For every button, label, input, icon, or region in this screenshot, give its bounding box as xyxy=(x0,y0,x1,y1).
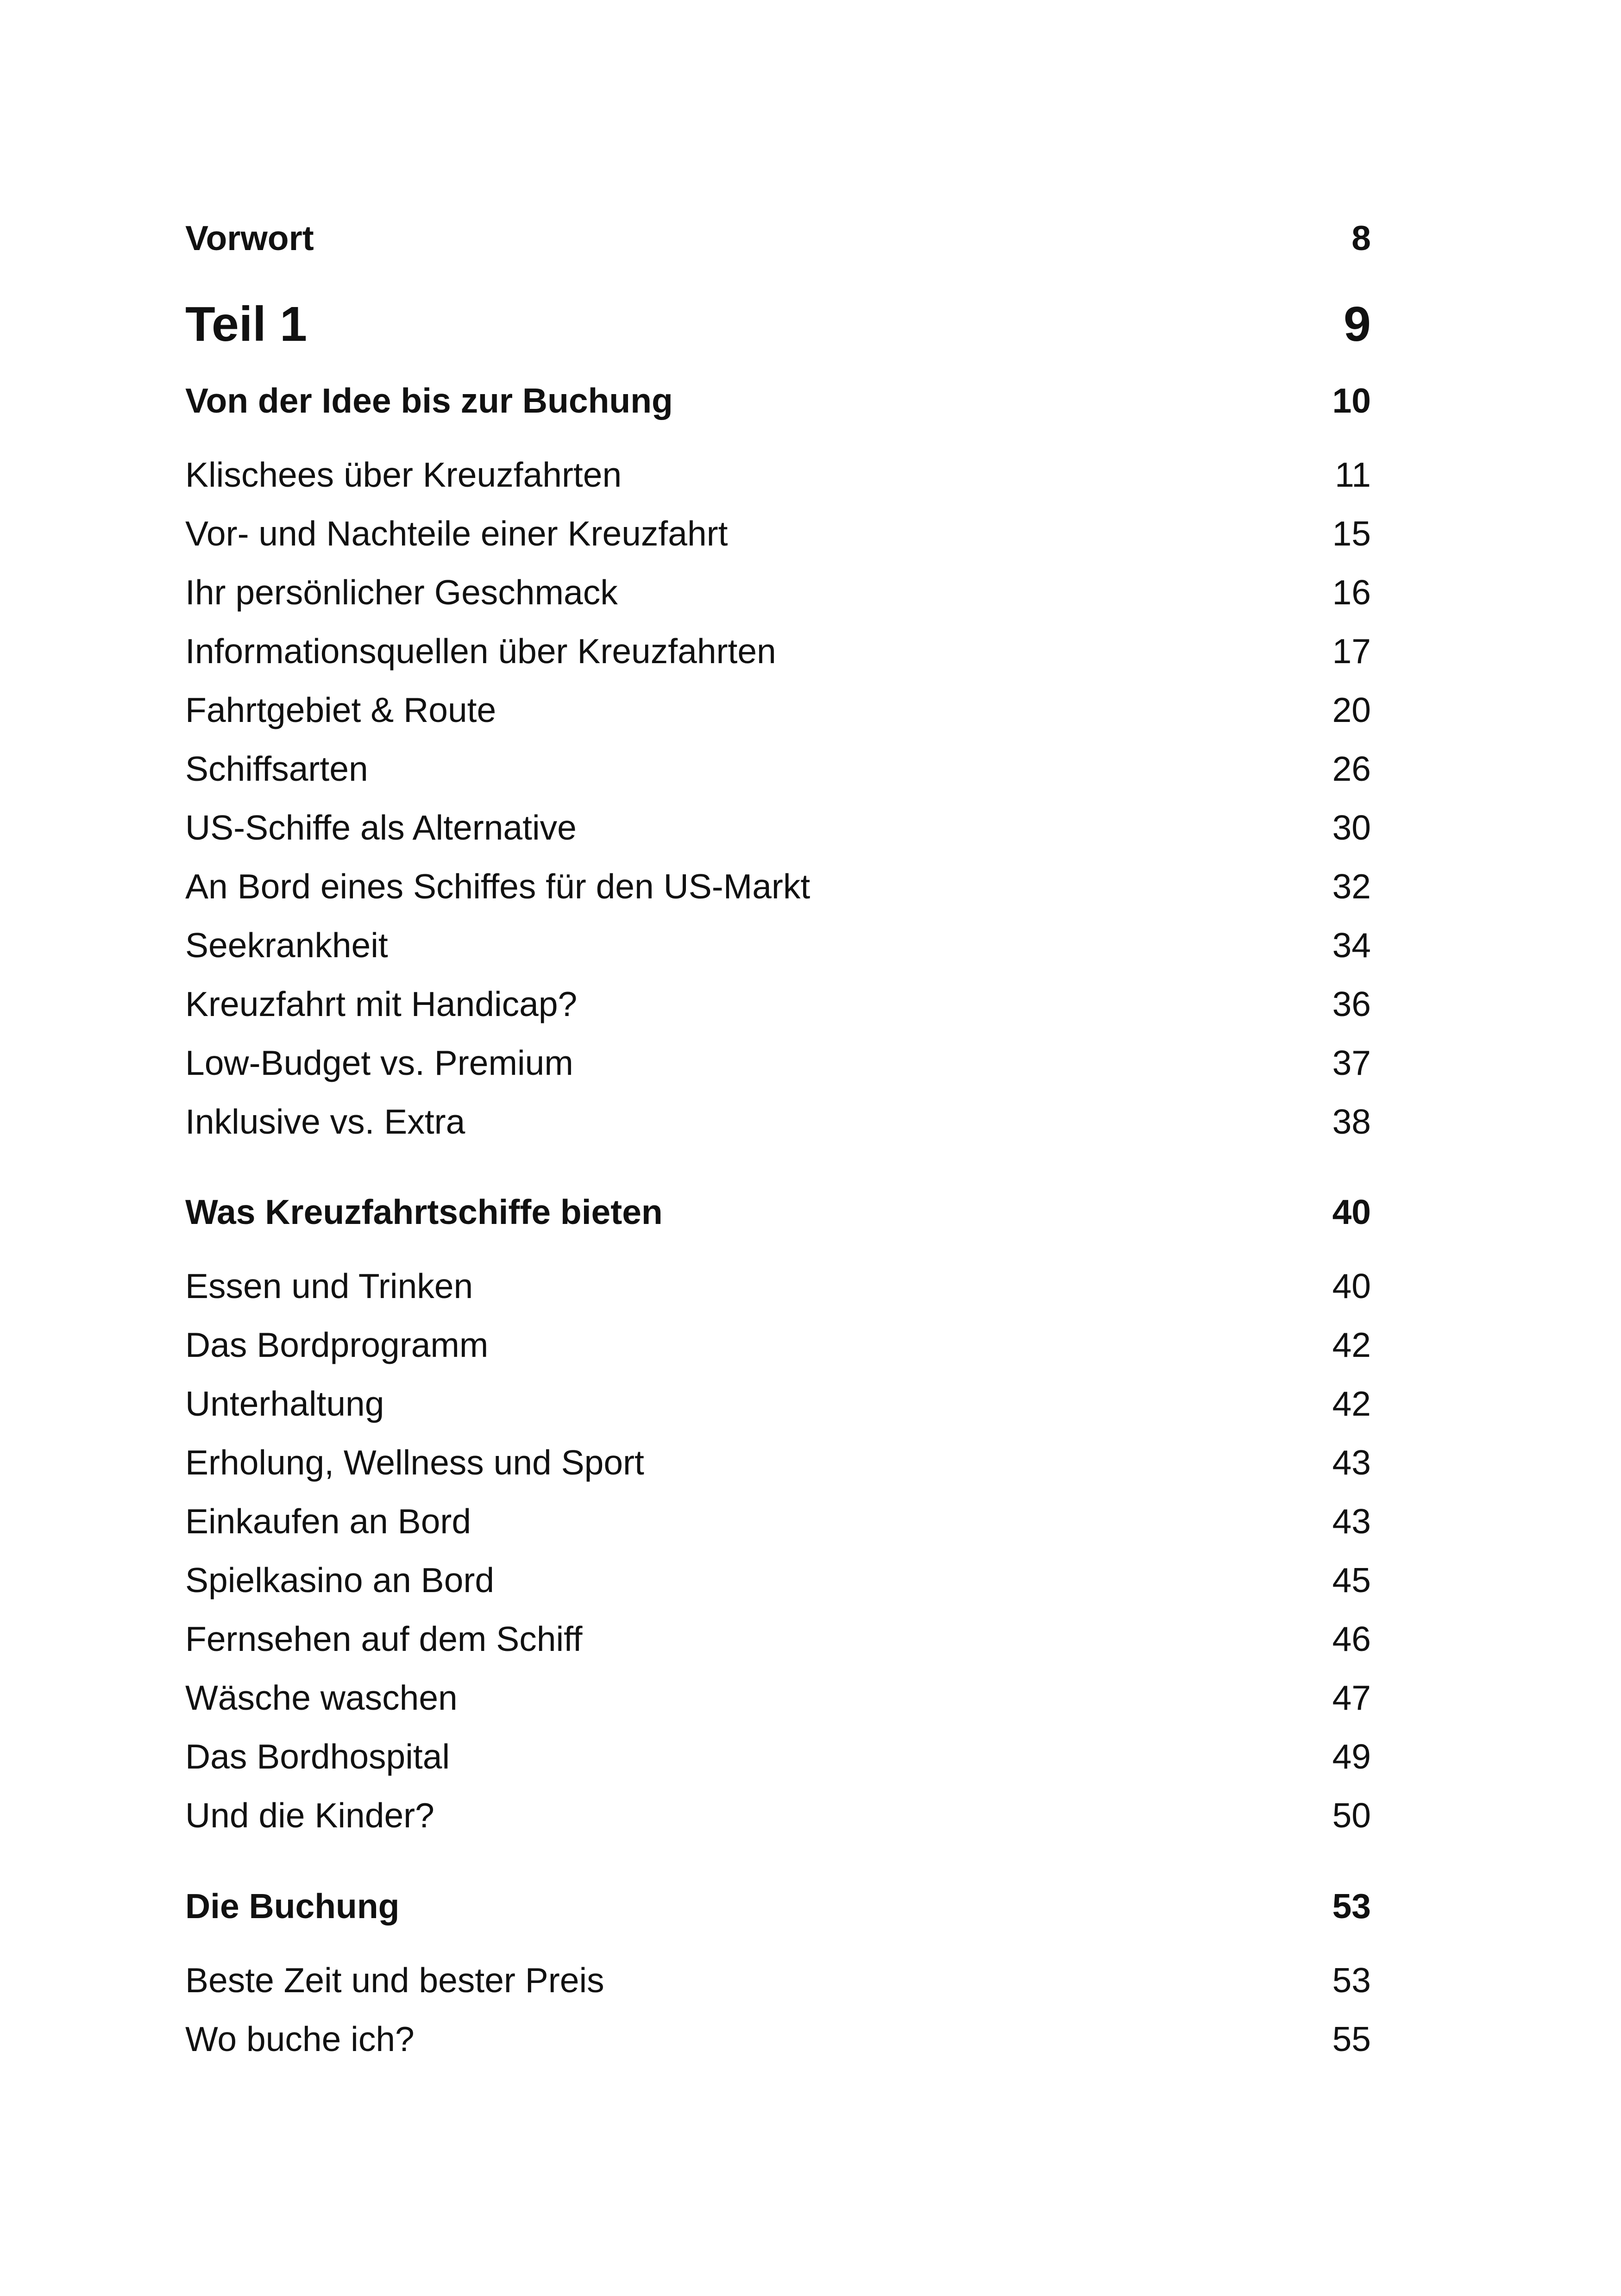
toc-entry xyxy=(185,687,1371,733)
toc-entry-page: 42 xyxy=(1332,1384,1371,1423)
toc-entry-page: 37 xyxy=(1332,1043,1371,1082)
toc-entry-page: 53 xyxy=(1332,1961,1371,2000)
toc-entry xyxy=(185,922,1371,968)
toc-entry xyxy=(185,1040,1371,1086)
toc-entry xyxy=(185,1733,1371,1780)
toc-entry-page: 42 xyxy=(1332,1325,1371,1364)
toc-entry-title: Essen und Trinken xyxy=(185,1267,473,1305)
toc-entry-title: Informationsquellen über Kreuzfahrten xyxy=(185,632,776,671)
toc-entry xyxy=(185,628,1371,674)
toc-entry-title: Fernsehen auf dem Schiff xyxy=(185,1619,583,1658)
toc-entry-title: Das Bordhospital xyxy=(185,1737,450,1776)
toc-entry-title: Unterhaltung xyxy=(185,1384,384,1423)
toc-entry xyxy=(185,1439,1371,1486)
toc-entry-page: 8 xyxy=(1351,219,1371,257)
toc-entry xyxy=(185,1675,1371,1721)
toc-entry xyxy=(185,1098,1371,1145)
toc-entry xyxy=(185,746,1371,792)
toc-entry xyxy=(185,1322,1371,1368)
toc-entry-page: 53 xyxy=(1332,1887,1371,1926)
toc-entry-page: 34 xyxy=(1332,926,1371,965)
toc-entry xyxy=(185,510,1371,557)
toc-section-heading xyxy=(185,1189,1371,1235)
toc-entry-title: Wäsche waschen xyxy=(185,1678,458,1717)
toc-entry-page: 43 xyxy=(1332,1502,1371,1541)
toc-entry-page: 50 xyxy=(1332,1796,1371,1835)
toc-entry xyxy=(185,569,1371,615)
toc-entry-title: Inklusive vs. Extra xyxy=(185,1102,465,1141)
toc-entry-title: Fahrtgebiet & Route xyxy=(185,690,496,729)
toc-entry-title: Kreuzfahrt mit Handicap? xyxy=(185,985,578,1023)
toc-entry-page: 9 xyxy=(1344,297,1371,351)
toc-entry xyxy=(185,1263,1371,1309)
toc-entry-title: Wo buche ich? xyxy=(185,2020,415,2058)
toc-entry-page: 10 xyxy=(1332,381,1371,420)
toc-entry xyxy=(185,981,1371,1027)
toc-entry-title: Und die Kinder? xyxy=(185,1796,434,1835)
toc-entry-title: Seekrankheit xyxy=(185,926,388,965)
toc-entry xyxy=(185,1792,1371,1838)
toc-entry-title: Low-Budget vs. Premium xyxy=(185,1043,573,1082)
toc-entry xyxy=(185,1616,1371,1662)
toc-entry-page: 40 xyxy=(1332,1192,1371,1231)
toc-entry-title: Ihr persönlicher Geschmack xyxy=(185,573,618,612)
toc-entry-title: Das Bordprogramm xyxy=(185,1325,489,1364)
toc-entry-page: 26 xyxy=(1332,749,1371,788)
toc-section-heading xyxy=(185,377,1371,424)
toc-entry-title: An Bord eines Schiffes für den US-Markt xyxy=(185,867,810,906)
toc-entry-title: Vor- und Nachteile einer Kreuzfahrt xyxy=(185,514,728,553)
toc-entry-page: 47 xyxy=(1332,1678,1371,1717)
toc-entry-page: 11 xyxy=(1335,455,1371,494)
toc-entry-page: 46 xyxy=(1332,1619,1371,1658)
toc-entry-title: Die Buchung xyxy=(185,1887,400,1926)
toc-part-heading xyxy=(185,292,1371,357)
toc-entry xyxy=(185,1557,1371,1603)
toc-entry-title: Teil 1 xyxy=(185,297,308,351)
toc-entry xyxy=(185,2016,1371,2062)
toc-entry-title: US-Schiffe als Alternative xyxy=(185,808,577,847)
toc-entry xyxy=(185,1957,1371,2003)
toc-section-heading xyxy=(185,1883,1371,1929)
toc-entry-page: 17 xyxy=(1332,632,1371,671)
toc-entry-page: 55 xyxy=(1332,2020,1371,2058)
toc-entry-page: 38 xyxy=(1332,1102,1371,1141)
toc-entry xyxy=(185,863,1371,910)
toc-entry-page: 40 xyxy=(1332,1267,1371,1305)
toc-entry-page: 20 xyxy=(1332,690,1371,729)
toc-entry-page: 49 xyxy=(1332,1737,1371,1776)
toc-entry-title: Beste Zeit und bester Preis xyxy=(185,1961,604,2000)
toc-entry-page: 36 xyxy=(1332,985,1371,1023)
toc-entry xyxy=(185,452,1371,498)
toc-entry-title: Einkaufen an Bord xyxy=(185,1502,471,1541)
toc-entry-page: 30 xyxy=(1332,808,1371,847)
toc-entry-page: 15 xyxy=(1332,514,1371,553)
toc-entry-title: Spielkasino an Bord xyxy=(185,1561,495,1600)
toc-entry xyxy=(185,1380,1371,1427)
toc-entry xyxy=(185,804,1371,851)
toc-entry-vorwort xyxy=(185,215,1371,261)
toc-entry-title: Von der Idee bis zur Buchung xyxy=(185,381,673,420)
toc-entry-title: Erholung, Wellness und Sport xyxy=(185,1443,644,1482)
toc-entry-page: 32 xyxy=(1332,867,1371,906)
toc-entry-title: Schiffsarten xyxy=(185,749,368,788)
toc-entry-title: Klischees über Kreuzfahrten xyxy=(185,455,622,494)
toc-entry xyxy=(185,1498,1371,1544)
toc-entry-page: 16 xyxy=(1332,573,1371,612)
toc-entry-page: 45 xyxy=(1332,1561,1371,1600)
toc-entry-page: 43 xyxy=(1332,1443,1371,1482)
toc-entry-title: Vorwort xyxy=(185,219,314,257)
toc-entry-title: Was Kreuzfahrtschiffe bieten xyxy=(185,1192,663,1231)
